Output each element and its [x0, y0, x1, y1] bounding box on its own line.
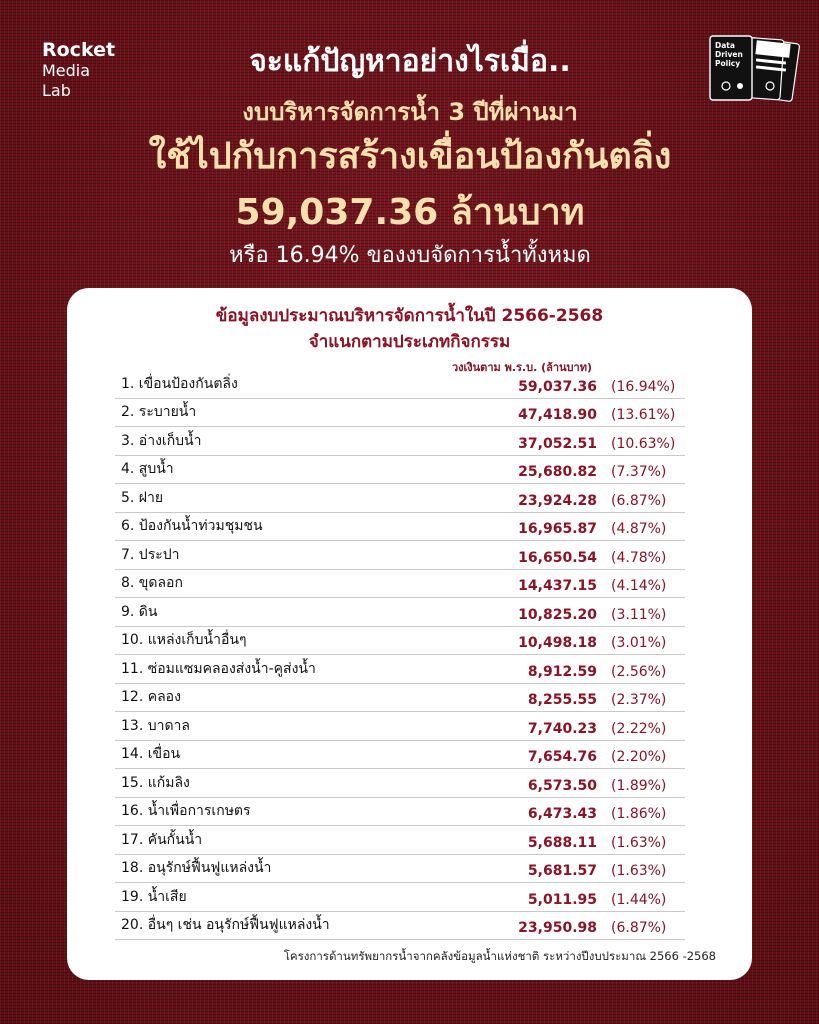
budget-value: 5,681.57 [527, 863, 597, 879]
headline-line-1: จะแก้ปัญหาอย่างไรเมื่อ.. [249, 44, 571, 79]
svg-text:Driven: Driven [715, 50, 743, 59]
budget-percent: (4.14%) [611, 578, 667, 594]
budget-value: 23,924.28 [518, 492, 597, 509]
budget-percent: (2.22%) [611, 720, 667, 737]
activity-name: 9. ดิน [121, 603, 158, 620]
activity-name: 4. สูบน้ำ [121, 461, 174, 477]
activity-name: 13. บาดาล [121, 717, 190, 734]
budget-value: 23,950.98 [518, 920, 597, 936]
table-row [115, 655, 685, 684]
svg-text:Data: Data [715, 41, 735, 50]
budget-value: 37,052.51 [518, 435, 597, 452]
table-row [115, 427, 685, 456]
budget-value: 6,573.50 [527, 777, 597, 794]
table-row [115, 826, 685, 855]
table-row [115, 741, 685, 770]
budget-value: 59,037.36 [518, 378, 597, 395]
source-note: โครงการด้านทรัพยากรน้ำจากคลังข้อมูลน้ำแห่งชาติ ระหว่างปีงบประมาณ 2566 -2568 [283, 949, 716, 963]
budget-value: 14,437.15 [518, 578, 597, 594]
budget-value: 8,255.55 [527, 692, 597, 708]
table-row [115, 541, 685, 570]
budget-percent: (6.87%) [611, 920, 667, 936]
budget-percent: (10.63%) [611, 435, 676, 452]
budget-value: 10,825.20 [518, 606, 597, 623]
table-row [115, 883, 685, 912]
table-row [115, 684, 685, 713]
logo-line-3: Lab [42, 81, 71, 100]
table-title: ข้อมูลงบประมาณบริหารจัดการน้ำในปี 2566-2568 [215, 306, 604, 326]
table-row [115, 912, 685, 941]
budget-percent: (16.94%) [611, 378, 676, 395]
budget-value: 16,965.87 [518, 521, 597, 537]
table-row [115, 627, 685, 656]
table-row [115, 484, 685, 513]
activity-name: 1. เขื่อนป้องกันตลิ่ง [121, 375, 238, 392]
budget-percent: (3.01%) [611, 635, 667, 651]
budget-table-card [67, 288, 752, 980]
activity-name: 3. อ่างเก็บน้ำ [121, 432, 202, 449]
budget-value: 8,912.59 [527, 663, 597, 680]
table-row [115, 570, 685, 599]
budget-percent: (6.87%) [611, 492, 667, 509]
headline-line-3: ใช้ไปกับการสร้างเขื่อนป้องกันตลิ่ง [148, 136, 672, 177]
logo-line-2: Media [42, 61, 91, 80]
activity-name: 6. ป้องกันน้ำท่วมชุมชน [121, 518, 263, 534]
budget-percent: (3.11%) [611, 606, 667, 623]
headline-amount: 59,037.36 ล้านบาท [235, 192, 585, 233]
table-row [115, 798, 685, 827]
activity-name: 14. เขื่อน [121, 746, 181, 762]
activity-name: 15. แก้มลิง [121, 774, 190, 791]
activity-name: 20. อื่นๆ เช่น อนุรักษ์ฟื้นฟูแหล่งน้ำ [121, 917, 330, 933]
activity-name: 17. คันกั้นน้ำ [121, 831, 203, 848]
activity-name: 12. คลอง [121, 689, 181, 705]
budget-percent: (1.89%) [611, 777, 667, 794]
budget-percent: (7.37%) [611, 464, 667, 480]
activity-name: 8. ขุดลอก [121, 575, 183, 591]
table-row [115, 399, 685, 428]
activity-name: 18. อนุรักษ์ฟื้นฟูแหล่งน้ำ [121, 860, 272, 876]
budget-value: 47,418.90 [518, 407, 597, 423]
table-row [115, 598, 685, 627]
budget-percent: (2.37%) [611, 692, 667, 708]
svg-text:Policy: Policy [715, 59, 741, 68]
activity-name: 7. ประปา [121, 546, 180, 563]
budget-percent: (4.78%) [611, 549, 667, 566]
column-header: วงเงินตาม พ.ร.บ. (ล้านบาท) [451, 361, 592, 374]
table-row [115, 769, 685, 798]
budget-value: 10,498.18 [518, 635, 597, 651]
budget-percent: (2.20%) [611, 749, 667, 765]
budget-value: 6,473.43 [527, 806, 597, 822]
budget-percent: (1.86%) [611, 806, 667, 822]
headline-line-2: งบบริหารจัดการน้ำ 3 ปีที่ผ่านมา [242, 98, 578, 126]
activity-name: 5. ฝาย [121, 489, 164, 506]
budget-percent: (2.56%) [611, 663, 667, 680]
budget-value: 7,654.76 [527, 749, 597, 765]
table-row [115, 712, 685, 741]
table-subtitle: จำแนกตามประเภทกิจกรรม [308, 332, 511, 352]
logo-line-1: Rocket [42, 39, 116, 61]
budget-value: 5,011.95 [527, 891, 597, 908]
table-row [115, 855, 685, 884]
budget-table [115, 370, 685, 940]
activity-name: 16. น้ำเพื่อการเกษตร [121, 803, 251, 819]
budget-value: 5,688.11 [527, 834, 597, 851]
table-row [115, 513, 685, 542]
table-row [115, 370, 685, 399]
budget-percent: (1.63%) [611, 863, 667, 879]
activity-name: 19. น้ำเสีย [121, 888, 187, 905]
budget-value: 16,650.54 [518, 549, 597, 566]
activity-name: 2. ระบายน้ำ [121, 404, 197, 420]
budget-percent: (1.44%) [611, 891, 667, 908]
budget-percent: (4.87%) [611, 521, 667, 537]
budget-percent: (13.61%) [611, 407, 676, 423]
headline-share: หรือ 16.94% ของงบจัดการน้ำทั้งหมด [229, 243, 591, 268]
activity-name: 10. แหล่งเก็บน้ำอื่นๆ [121, 632, 247, 648]
budget-value: 7,740.23 [527, 720, 597, 737]
budget-percent: (1.63%) [611, 834, 667, 851]
budget-value: 25,680.82 [518, 464, 597, 480]
table-row [115, 456, 685, 485]
activity-name: 11. ซ่อมแซมคลองส่งน้ำ-คูส่งน้ำ [121, 660, 316, 677]
